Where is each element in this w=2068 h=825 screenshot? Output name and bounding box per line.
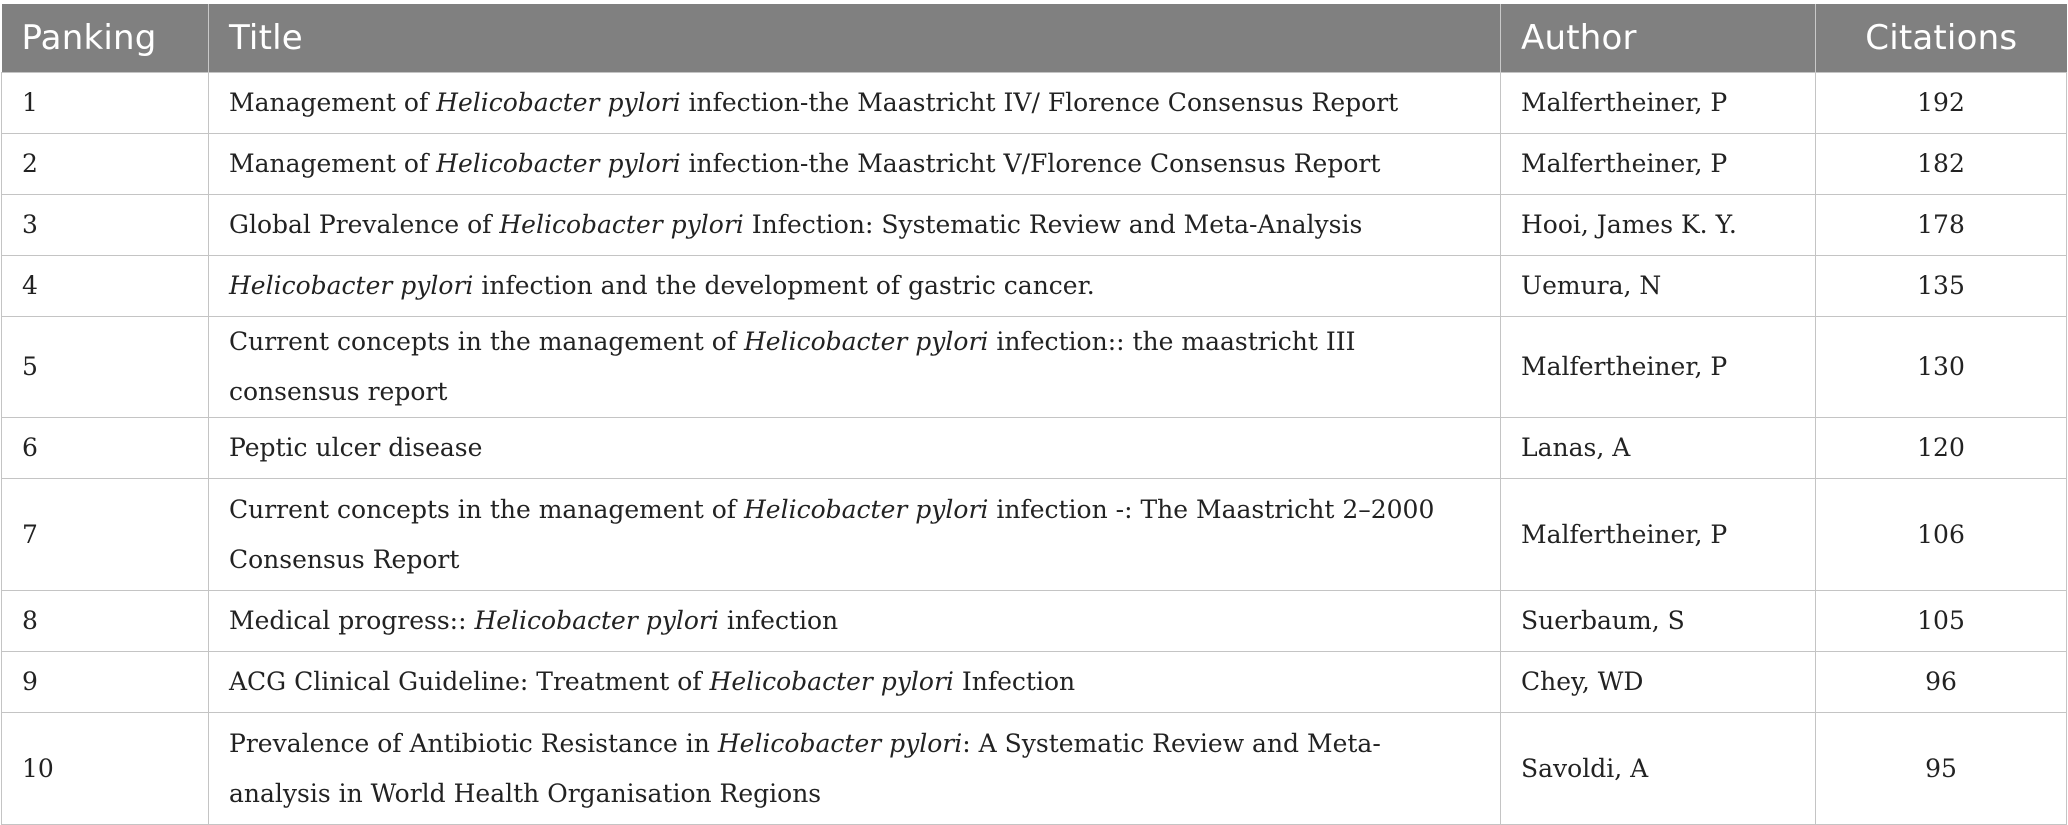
cell-title <box>209 713 1501 825</box>
table-row <box>2 652 2067 713</box>
cell-author: Hooi, James K. Y. <box>1501 195 1816 256</box>
title-text: infection <box>718 606 839 635</box>
table-body <box>2 73 2067 825</box>
cell-citations: 135 <box>1816 256 2067 317</box>
cell-citations: 120 <box>1816 418 2067 479</box>
table-row <box>2 195 2067 256</box>
title-italic-text: Helicobacter pylori <box>744 327 989 356</box>
table-row <box>2 134 2067 195</box>
table-row <box>2 479 2067 591</box>
title-text: Infection <box>953 667 1076 696</box>
top-cited-papers-table <box>1 4 2067 825</box>
title-text: infection-the Maastricht IV/ Florence Consensus Report <box>680 88 1399 117</box>
title-text: : A Systematic Review and Meta-analysis in World Health Organisation Regions <box>229 728 1381 808</box>
title-italic-text: Helicobacter pylori <box>436 149 681 178</box>
title-italic-text: Helicobacter pylori <box>717 728 963 758</box>
header-citations: Citations <box>1816 4 2067 73</box>
cell-ranking: 2 <box>2 134 209 195</box>
title-text: infection -: The Maastricht 2–2000 Consensus Report <box>229 494 1435 574</box>
title-text: Management of <box>229 149 437 178</box>
cell-title <box>209 195 1501 256</box>
header-title: Title <box>209 4 1501 73</box>
cell-author: Uemura, N <box>1501 256 1816 317</box>
title-text: Prevalence of Antibiotic Resistance in <box>229 728 718 758</box>
cell-citations: 96 <box>1816 652 2067 713</box>
citations-table-container <box>1 4 2066 825</box>
cell-ranking: 8 <box>2 591 209 652</box>
cell-citations: 95 <box>1816 713 2067 825</box>
title-italic-text: Helicobacter pylori <box>436 88 681 117</box>
cell-citations: 182 <box>1816 134 2067 195</box>
cell-author: Malfertheiner, P <box>1501 134 1816 195</box>
cell-citations: 192 <box>1816 73 2067 134</box>
title-text: Medical progress:: <box>229 606 475 635</box>
cell-author: Malfertheiner, P <box>1501 479 1816 591</box>
header-row <box>2 4 2067 73</box>
title-text: ACG Clinical Guideline: Treatment of <box>229 667 710 696</box>
title-italic-text: Helicobacter pylori <box>499 210 744 239</box>
cell-ranking: 7 <box>2 479 209 591</box>
cell-author: Savoldi, A <box>1501 713 1816 825</box>
table-row <box>2 256 2067 317</box>
title-italic-text: Helicobacter pylori <box>229 271 474 300</box>
header-author: Author <box>1501 4 1816 73</box>
cell-ranking: 10 <box>2 713 209 825</box>
cell-title <box>209 317 1501 418</box>
title-text: Current concepts in the management of <box>229 494 744 524</box>
cell-citations: 130 <box>1816 317 2067 418</box>
title-text: Infection: Systematic Review and Meta-Analysis <box>743 210 1363 239</box>
title-italic-text: Helicobacter pylori <box>744 494 989 524</box>
header-ranking: Panking <box>2 4 209 73</box>
cell-ranking: 4 <box>2 256 209 317</box>
title-text: infection-the Maastricht V/Florence Consensus Report <box>680 149 1381 178</box>
cell-ranking: 6 <box>2 418 209 479</box>
title-text: Management of <box>229 88 437 117</box>
cell-author: Malfertheiner, P <box>1501 73 1816 134</box>
title-text: Global Prevalence of <box>229 210 500 239</box>
table-row <box>2 317 2067 418</box>
table-header <box>2 4 2067 73</box>
cell-ranking: 1 <box>2 73 209 134</box>
title-italic-text: Helicobacter pylori <box>709 667 954 696</box>
cell-title <box>209 418 1501 479</box>
cell-title <box>209 256 1501 317</box>
cell-title <box>209 591 1501 652</box>
cell-ranking: 3 <box>2 195 209 256</box>
table-row <box>2 713 2067 825</box>
cell-title <box>209 134 1501 195</box>
cell-ranking: 5 <box>2 317 209 418</box>
cell-citations: 178 <box>1816 195 2067 256</box>
cell-citations: 105 <box>1816 591 2067 652</box>
cell-title <box>209 73 1501 134</box>
table-row <box>2 73 2067 134</box>
table-row <box>2 591 2067 652</box>
cell-citations: 106 <box>1816 479 2067 591</box>
title-text: infection:: the maastricht III consensus report <box>229 327 1356 406</box>
title-text: Current concepts in the management of <box>229 327 744 356</box>
cell-title <box>209 652 1501 713</box>
cell-author: Malfertheiner, P <box>1501 317 1816 418</box>
title-text: infection and the development of gastric cancer. <box>473 271 1095 300</box>
title-text: Peptic ulcer disease <box>229 433 483 462</box>
cell-ranking: 9 <box>2 652 209 713</box>
cell-title <box>209 479 1501 591</box>
title-italic-text: Helicobacter pylori <box>474 606 719 635</box>
cell-author: Suerbaum, S <box>1501 591 1816 652</box>
table-row <box>2 418 2067 479</box>
cell-author: Lanas, A <box>1501 418 1816 479</box>
cell-author: Chey, WD <box>1501 652 1816 713</box>
